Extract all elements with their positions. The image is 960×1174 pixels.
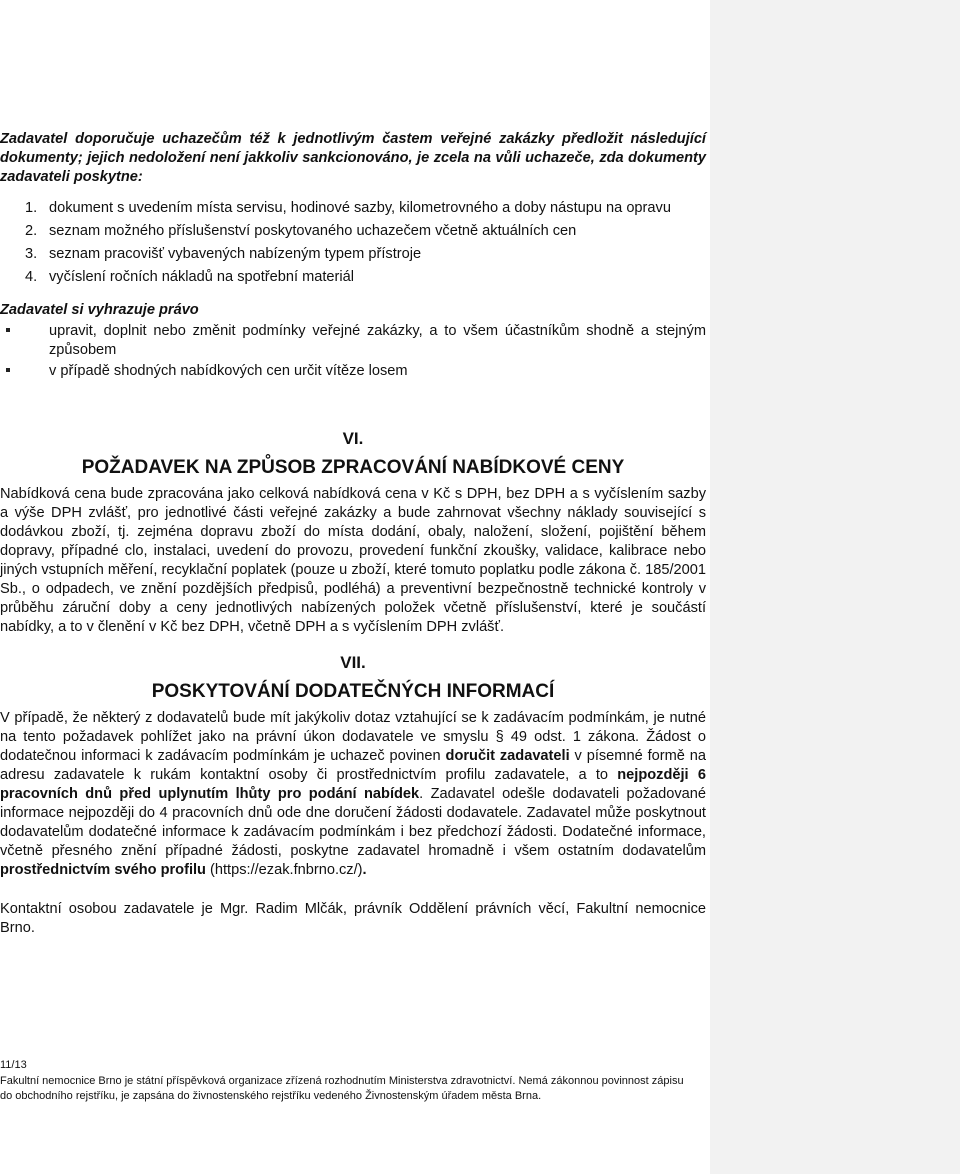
section-number: VII. <box>340 653 366 672</box>
list-text: dokument s uvedením místa servisu, hodinové sazby, kilometrovného a doby nástupu na opravu <box>49 200 671 216</box>
list-item <box>0 268 706 287</box>
text-run-bold: nejpozději 6 pracovních dnů před uplynutím lhůty pro podání nabídek <box>0 767 706 802</box>
section-number: VI. <box>342 429 364 448</box>
list-item <box>0 322 706 360</box>
text-run: V případě, že některý z dodavatelů bude mít jakýkoliv dotaz vztahující se k zadávacím podmínkám, je nutné na tento požadavek pohlížet jako na právní úkon dodavatele ve smyslu § 49 odst. 1 zákona. Žádost o dodatečnou informaci k zadávacím podmínkám je uchazeč povinen <box>0 710 706 764</box>
section-paragraph: Nabídková cena bude zpracována jako celková nabídková cena v Kč s DPH, bez DPH a s vyčíslením sazby a výše DPH zvlášť, pro jednotlivé části veřejné zakázky a bude zahrnovat všechny náklady související s dodávkou zboží, tj. zejména dopravu zboží do místa dodání, obaly, naložení, složení, pojištění během dopravy, případné clo, instalaci, uvedení do provozu, provedení funkční zkoušky, validace, kalibrace nebo jiných vstupních měření, recyklační poplatek (pouze u zboží, které tomuto poplatku podle zákona č. 185/2001 Sb., o odpadech, ve znění pozdějších předpisů, podléhá) a preventivní bezpečnostně technické kontroly v průběhu záruční doby a ceny jednotlivých nabízených položek včetně příslušenství, které je součástí nabídky, a to v členění v Kč bez DPH, včetně DPH a s vyčíslením DPH zvlášť. <box>0 486 706 635</box>
text-run-bold: doručit zadavateli <box>445 748 570 764</box>
list-number: 4. <box>25 269 38 285</box>
footer-line: Fakultní nemocnice Brno je státní příspěvková organizace zřízená rozhodnutím Ministerstva zdravotnictví. Nemá zákonnou povinnost zápisu <box>0 1075 684 1087</box>
list-item <box>0 245 706 264</box>
page-number: 11/13 <box>0 1059 27 1071</box>
list-item <box>0 362 706 381</box>
section-title: POŽADAVEK NA ZPŮSOB ZPRACOVÁNÍ NABÍDKOVÉ CENY <box>81 457 625 478</box>
bullet-icon <box>6 328 10 332</box>
text-run-bold: . <box>362 862 367 878</box>
list-text: seznam možného příslušenství poskytovaného uchazečem včetně aktuálních cen <box>49 223 577 239</box>
list-text: seznam pracovišť vybavených nabízeným typem přístroje <box>49 246 422 262</box>
documents-list <box>0 199 706 287</box>
text-run-bold: prostřednictvím svého profilu <box>0 862 206 878</box>
text-run: . Zadavatel odešle dodavateli požadované informace nejpozději do 4 pracovních dnů ode dne doručení žádosti dodavatele. Zadavatel může poskytnout dodavatelům dodatečné informace k zadávacím podmínkám i bez předchozí žádosti. Dodatečné informace, včetně přesného znění případné žádosti, poskytne zadavatel hromadně i všem ostatním dodavatelům <box>0 786 706 859</box>
section-paragraph <box>0 709 706 880</box>
footer-line: do obchodního rejstříku, je zapsána do živnostenského rejstříku vedeného Živnostenským úřadem města Brna. <box>0 1090 542 1102</box>
text-run: v písemné formě na adresu zadavatele k rukám kontaktní osoby či prostřednictvím profilu zadavatele, a to <box>0 748 706 783</box>
profile-link-text: (https://ezak.fnbrno.cz/) <box>205 862 363 878</box>
list-text: v případě shodných nabídkových cen určit vítěze losem <box>49 363 408 379</box>
rights-list <box>0 322 706 381</box>
comment-margin <box>710 0 960 1174</box>
bullet-icon <box>6 368 10 372</box>
contact-paragraph: Kontaktní osobou zadavatele je Mgr. Radim Mlčák, právník Oddělení právních věcí, Fakultní nemocnice Brno. <box>0 901 706 936</box>
document-page <box>0 130 706 938</box>
rights-title: Zadavatel si vyhrazuje právo <box>0 302 199 318</box>
list-number: 2. <box>25 223 38 239</box>
page-footer <box>0 1058 706 1104</box>
list-number: 3. <box>25 246 38 262</box>
list-number: 1. <box>25 200 38 216</box>
intro-paragraph: Zadavatel doporučuje uchazečům též k jednotlivým častem veřejné zakázky předložit následující dokumenty; jejich nedoložení není jakkoliv sankcionováno, je zcela na vůli uchazeče, zda dokumenty zadavateli poskytne: <box>0 131 706 185</box>
list-text: vyčíslení ročních nákladů na spotřební materiál <box>49 269 355 285</box>
list-text: upravit, doplnit nebo změnit podmínky veřejné zakázky, a to všem účastníkům shodně a stejným způsobem <box>49 323 706 358</box>
list-item <box>0 222 706 241</box>
section-title: POSKYTOVÁNÍ DODATEČNÝCH INFORMACÍ <box>151 681 555 702</box>
list-item <box>0 199 706 218</box>
